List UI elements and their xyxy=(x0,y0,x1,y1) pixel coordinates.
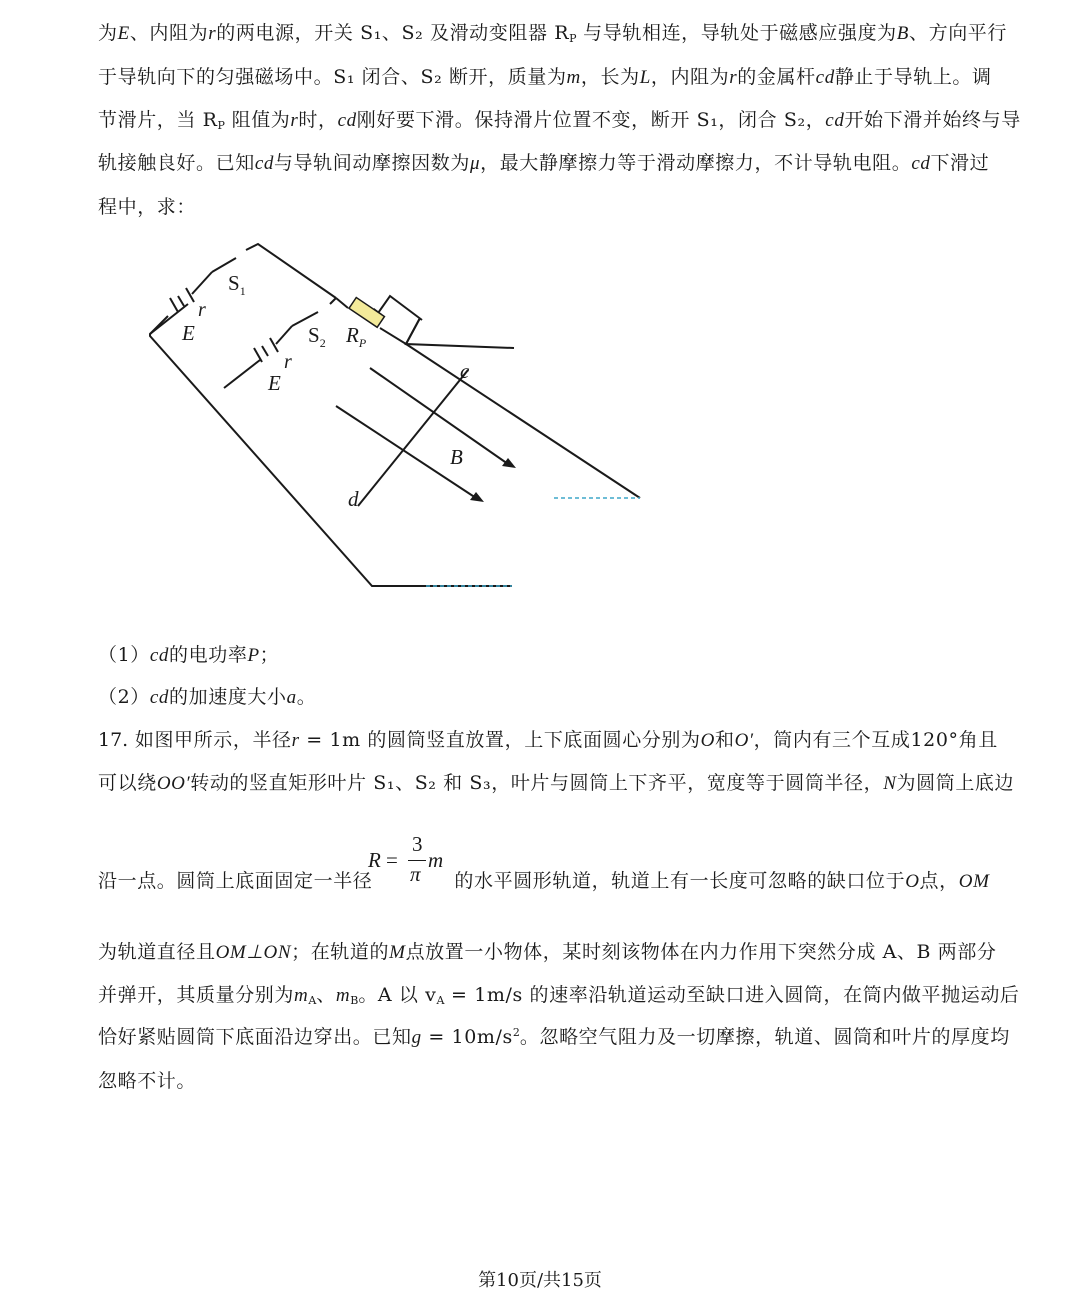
p17-line-1: 17. 如图甲所示，半径r = 1m 的圆筒竖直放置，上下底面圆心分别为O和O′，筒内有三个互成120°角且 xyxy=(98,729,998,751)
battery-2-short xyxy=(262,346,268,356)
p17-line-7: 忽略不计。 xyxy=(98,1070,197,1092)
var-E: E xyxy=(117,23,130,44)
label-r2: r xyxy=(284,351,292,373)
wire-s2-up xyxy=(330,298,336,304)
p16-line-3: 节滑片，当 $R_P$ 阻值为r时，cd刚好要下滑。保持滑片位置不变，断开 S₁，闭合 S₂，cd开始下滑并始终与导 xyxy=(98,109,1021,132)
rod-cd xyxy=(358,370,468,506)
battery-2-long-b xyxy=(270,338,278,352)
wire-to-rp xyxy=(336,298,348,308)
wire-top xyxy=(246,244,336,298)
label-b: B xyxy=(450,445,463,469)
battery-1-long xyxy=(170,298,178,312)
var-r: r xyxy=(208,23,217,44)
p16-line-1: 为E、内阻为r的两电源，开关 S₁、S₂ 及滑动变阻器 $R_P$ 与导轨相连，导轨处于磁感应强度为B、方向平行 xyxy=(98,22,1008,45)
field-arrow-head-1 xyxy=(502,458,516,468)
fraction-bar xyxy=(408,860,426,861)
battery-1-long-b xyxy=(186,288,194,302)
label-s2: $S_2$ xyxy=(308,323,326,350)
field-arrow-head-2 xyxy=(470,492,484,502)
label-r1: r xyxy=(198,299,206,321)
p17-line-4: 为轨道直径且OM⊥ON；在轨道的M点放置一小物体，某时刻该物体在内力作用下突然分成 A、B 两部分 xyxy=(98,941,997,963)
switch-s1-blade xyxy=(212,258,236,272)
wire-right-connect xyxy=(406,318,514,348)
label-e1: E xyxy=(182,321,195,345)
label-e2: E xyxy=(268,371,281,395)
wire-s2-branch xyxy=(224,360,260,388)
battery-1-short xyxy=(178,296,184,306)
p17-line-6: 恰好紧贴圆筒下底面沿边穿出。已知$g = 10m/s^2$。忽略空气阻力及一切摩擦，轨道、圆筒和叶片的厚度均 xyxy=(98,1026,1010,1048)
label-c: c xyxy=(460,359,470,383)
page-footer: 第10页/共15页 xyxy=(478,1270,602,1291)
question-2: （2）cd的加速度大小a。 xyxy=(98,686,317,708)
p17-line-3: 沿一点。圆筒上底面固定一半径 的水平圆形轨道，轨道上有一长度可忽略的缺口位于O点，OM xyxy=(98,870,990,892)
radius-formula: R = 3 π m xyxy=(368,832,444,886)
var-B: B xyxy=(896,23,909,44)
label-rp: $R_P$ xyxy=(346,323,367,350)
p16-line-4: 轨接触良好。已知cd与导轨间动摩擦因数为μ，最大静摩擦力等于滑动摩擦力，不计导轨电阻。cd下滑过 xyxy=(98,152,990,174)
p16-line-2: 于导轨向下的匀强磁场中。S₁ 闭合、S₂ 断开，质量为m，长为L，内阻为r的金属杆cd静止于导轨上。调 xyxy=(98,66,992,88)
problem-number: 17. xyxy=(98,729,129,751)
circuit-diagram xyxy=(140,236,660,596)
p17-line-5: 并弹开，其质量分别为$m_A$、$m_B$。A 以 $v_A = 1m/s$ 的速率沿轨道运动至缺口进入圆筒，在筒内做平抛运动后 xyxy=(98,984,1020,1007)
wire-to-s1 xyxy=(192,272,212,294)
label-d: d xyxy=(348,487,359,511)
p16-line-5: 程中，求： xyxy=(98,196,197,218)
p17-line-2: 可以绕OO′转动的竖直矩形叶片 S₁、S₂ 和 S₃，叶片与圆筒上下齐平，宽度等于圆筒半径，N为圆筒上底边 xyxy=(98,772,1015,794)
question-1: （1）cd的电功率P； xyxy=(98,644,280,666)
battery-2-long xyxy=(254,348,262,362)
field-line-1 xyxy=(370,368,508,464)
label-s1: $S_1$ xyxy=(228,271,246,298)
wire-to-s2 xyxy=(276,326,292,344)
